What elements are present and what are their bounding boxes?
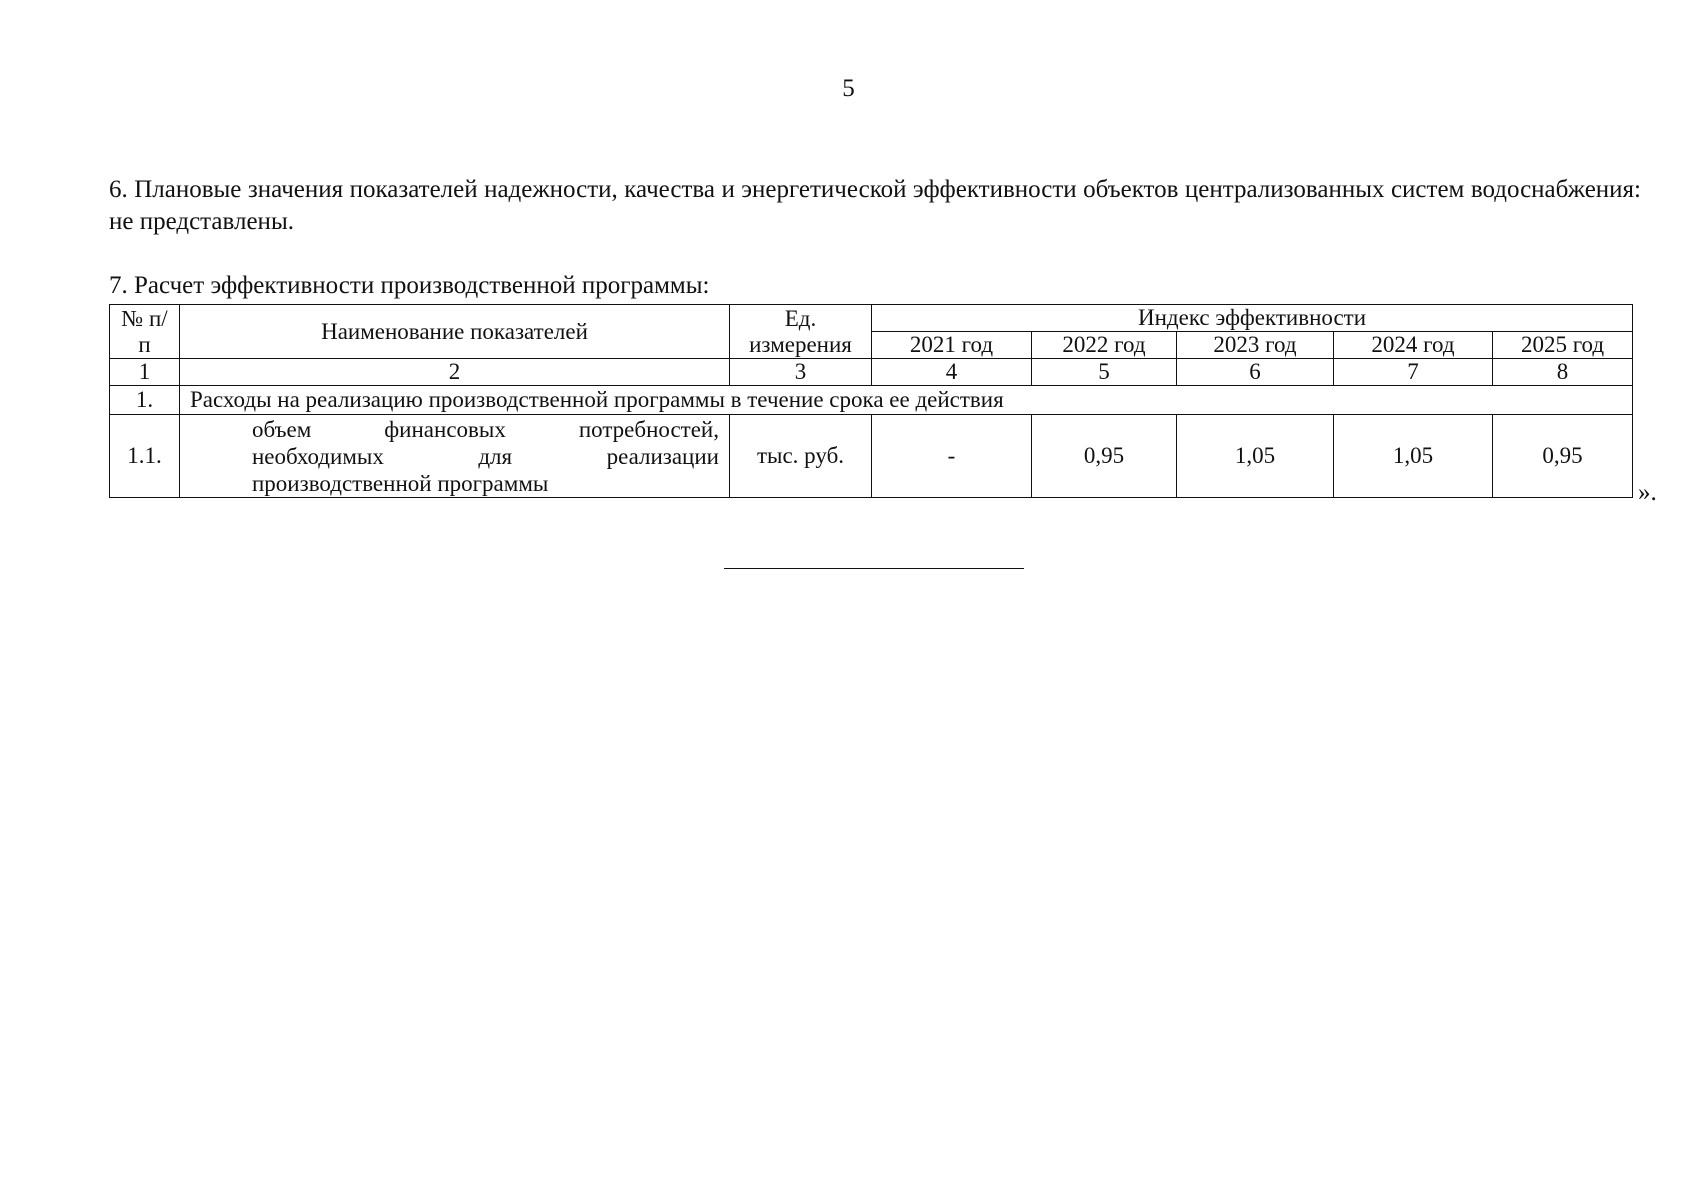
column-number-row bbox=[110, 359, 1633, 386]
section-6-paragraph: 6. Плановые значения показателей надежности, качества и энергетической эффективности объектов централизованных систем водоснабжения: не представлены. bbox=[109, 176, 1641, 235]
row-unit: тыс. руб. bbox=[730, 415, 872, 498]
table-row bbox=[110, 415, 1633, 498]
column-number: 6 bbox=[1177, 359, 1334, 386]
row-num: 1.1. bbox=[110, 415, 180, 498]
section-num: 1. bbox=[110, 386, 180, 415]
row-value-2021: - bbox=[872, 415, 1032, 498]
section-7-heading: 7. Расчет эффективности производственной программы: bbox=[109, 272, 710, 299]
section-title: Расходы на реализацию производственной программы в течение срока ее действия bbox=[180, 386, 1633, 415]
efficiency-table bbox=[109, 304, 1633, 498]
page-number: 5 bbox=[842, 75, 855, 102]
header-year-2021: 2021 год bbox=[872, 332, 1032, 359]
column-number: 5 bbox=[1032, 359, 1177, 386]
closing-quote-mark: ». bbox=[1638, 479, 1657, 506]
separator-line bbox=[724, 568, 1024, 569]
header-year-2024: 2024 год bbox=[1334, 332, 1493, 359]
column-number: 8 bbox=[1493, 359, 1633, 386]
column-number: 1 bbox=[110, 359, 180, 386]
header-name: Наименование показателей bbox=[180, 305, 730, 359]
row-value-2025: 0,95 bbox=[1493, 415, 1633, 498]
column-number: 3 bbox=[730, 359, 872, 386]
header-num: № п/п bbox=[110, 305, 180, 359]
section-row bbox=[110, 386, 1633, 415]
column-number: 2 bbox=[180, 359, 730, 386]
column-number: 4 bbox=[872, 359, 1032, 386]
row-name: объем финансовых потребностей, необходимых для реализации производственной программы bbox=[180, 415, 730, 498]
header-year-2025: 2025 год bbox=[1493, 332, 1633, 359]
header-unit: Ед. измерения bbox=[730, 305, 872, 359]
header-index-group: Индекс эффективности bbox=[872, 305, 1633, 332]
row-value-2022: 0,95 bbox=[1032, 415, 1177, 498]
header-year-2023: 2023 год bbox=[1177, 332, 1334, 359]
row-value-2023: 1,05 bbox=[1177, 415, 1334, 498]
header-year-2022: 2022 год bbox=[1032, 332, 1177, 359]
table-header-row-1 bbox=[110, 305, 1633, 332]
row-value-2024: 1,05 bbox=[1334, 415, 1493, 498]
column-number: 7 bbox=[1334, 359, 1493, 386]
